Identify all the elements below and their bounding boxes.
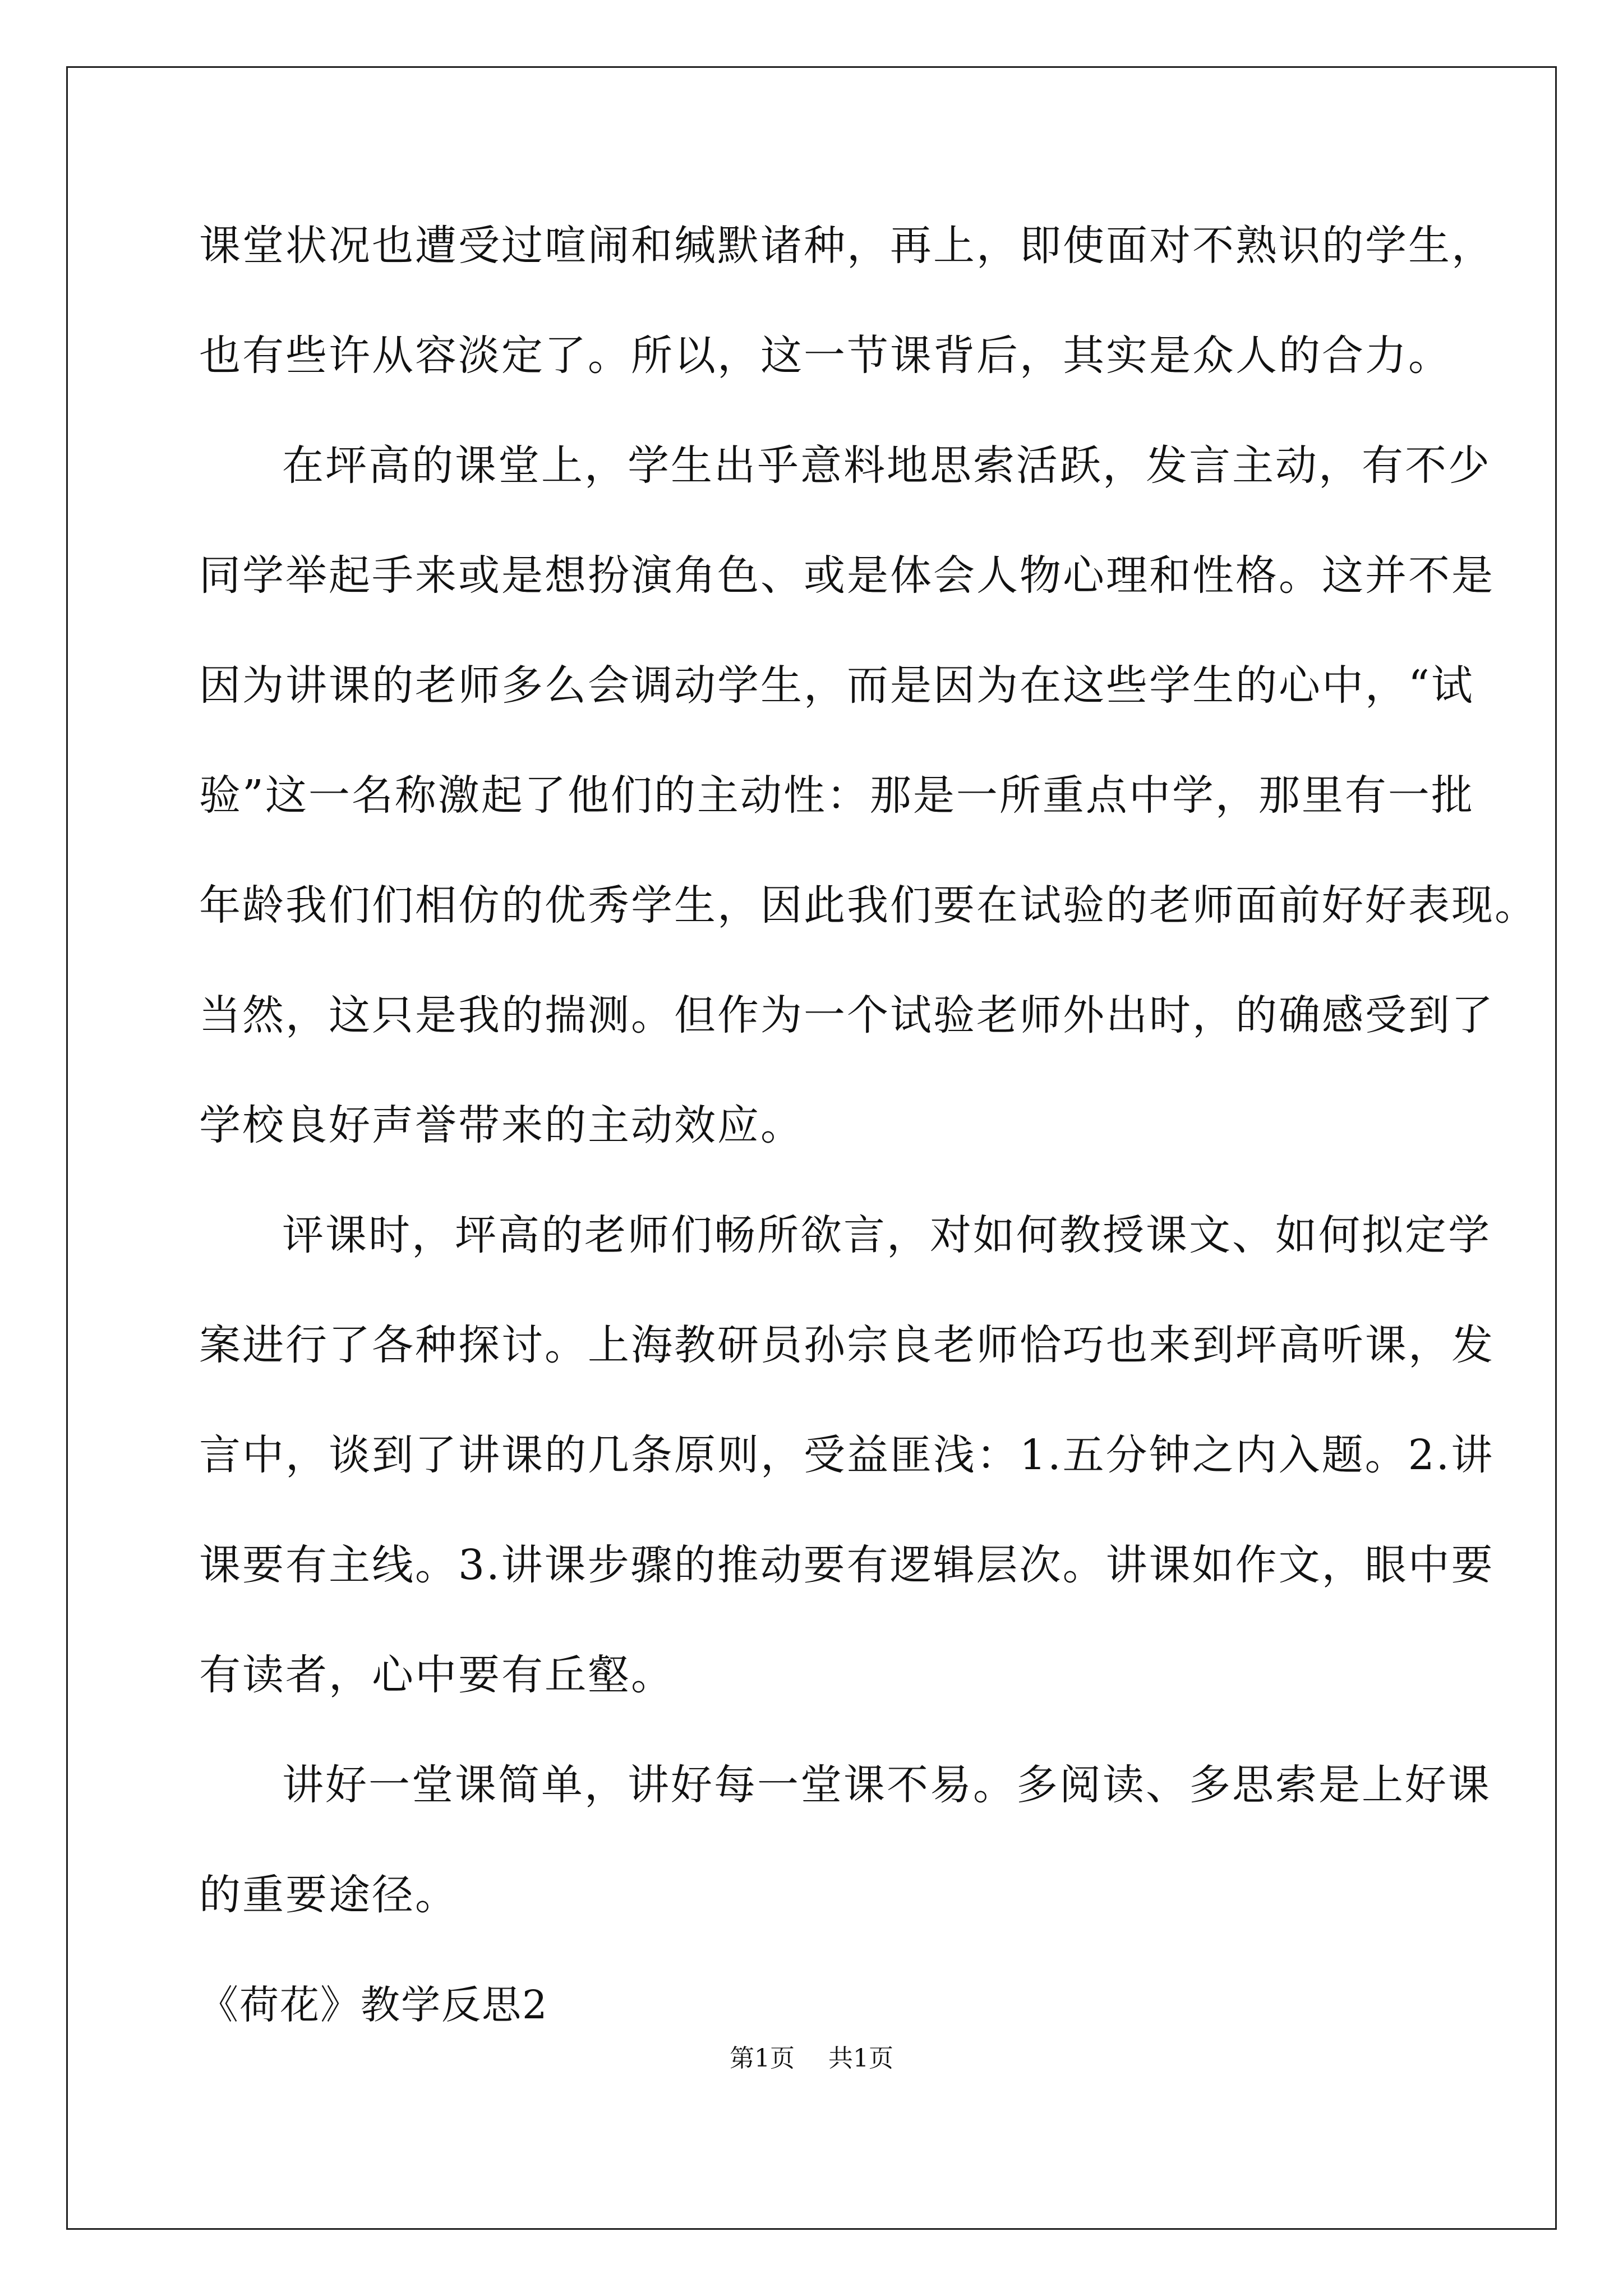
text-line: 因为讲课的老师多么会调动学生，而是因为在这些学生的心中，“试 [199, 661, 1474, 710]
page-total: 共1页 [828, 2044, 893, 2073]
text-line: 有读者，心中要有丘壑。 [199, 1651, 674, 1699]
text-line: 讲好一堂课简单，讲好每一堂课不易。多阅读、多思索是上好课 [282, 1761, 1491, 1809]
text-line: 同学举起手来或是想扮演角色、或是体会人物心理和性格。这并不是 [199, 551, 1495, 600]
page-footer [0, 2042, 1623, 2076]
text-line: 案进行了各种探讨。上海教研员孙宗良老师恰巧也来到坪高听课，发 [199, 1321, 1495, 1369]
text-line: 在坪高的课堂上，学生出乎意料地思索活跃，发言主动，有不少 [282, 441, 1491, 490]
text-line: 验”这一名称激起了他们的主动性：那是一所重点中学，那里有一批 [199, 771, 1474, 820]
text-line: 课堂状况也遭受过喧闹和缄默诸种，再上，即使面对不熟识的学生， [199, 222, 1495, 270]
text-line: 评课时，坪高的老师们畅所欲言，对如何教授课文、如何拟定学 [282, 1211, 1491, 1259]
text-line: 也有些许从容淡定了。所以，这一节课背后，其实是众人的合力。 [199, 332, 1451, 380]
text-line: 学校良好声誉带来的主动效应。 [199, 1101, 804, 1149]
text-line: 课要有主线。3.讲课步骤的推动要有逻辑层次。讲课如作文，眼中要 [199, 1541, 1495, 1589]
section-heading: 《荷花》教学反思2 [199, 1982, 548, 2028]
document-body [199, 219, 1538, 2088]
text-line: 年龄我们们相仿的优秀学生，因此我们要在试验的老师面前好好表现。 [199, 881, 1538, 930]
text-line: 当然，这只是我的揣测。但作为一个试验老师外出时，的确感受到了 [199, 991, 1495, 1039]
page-number: 第1页 [730, 2044, 795, 2073]
text-line: 言中，谈到了讲课的几条原则，受益匪浅：1.五分钟之内入题。2.讲 [199, 1431, 1495, 1479]
text-line: 的重要途径。 [199, 1871, 458, 1919]
